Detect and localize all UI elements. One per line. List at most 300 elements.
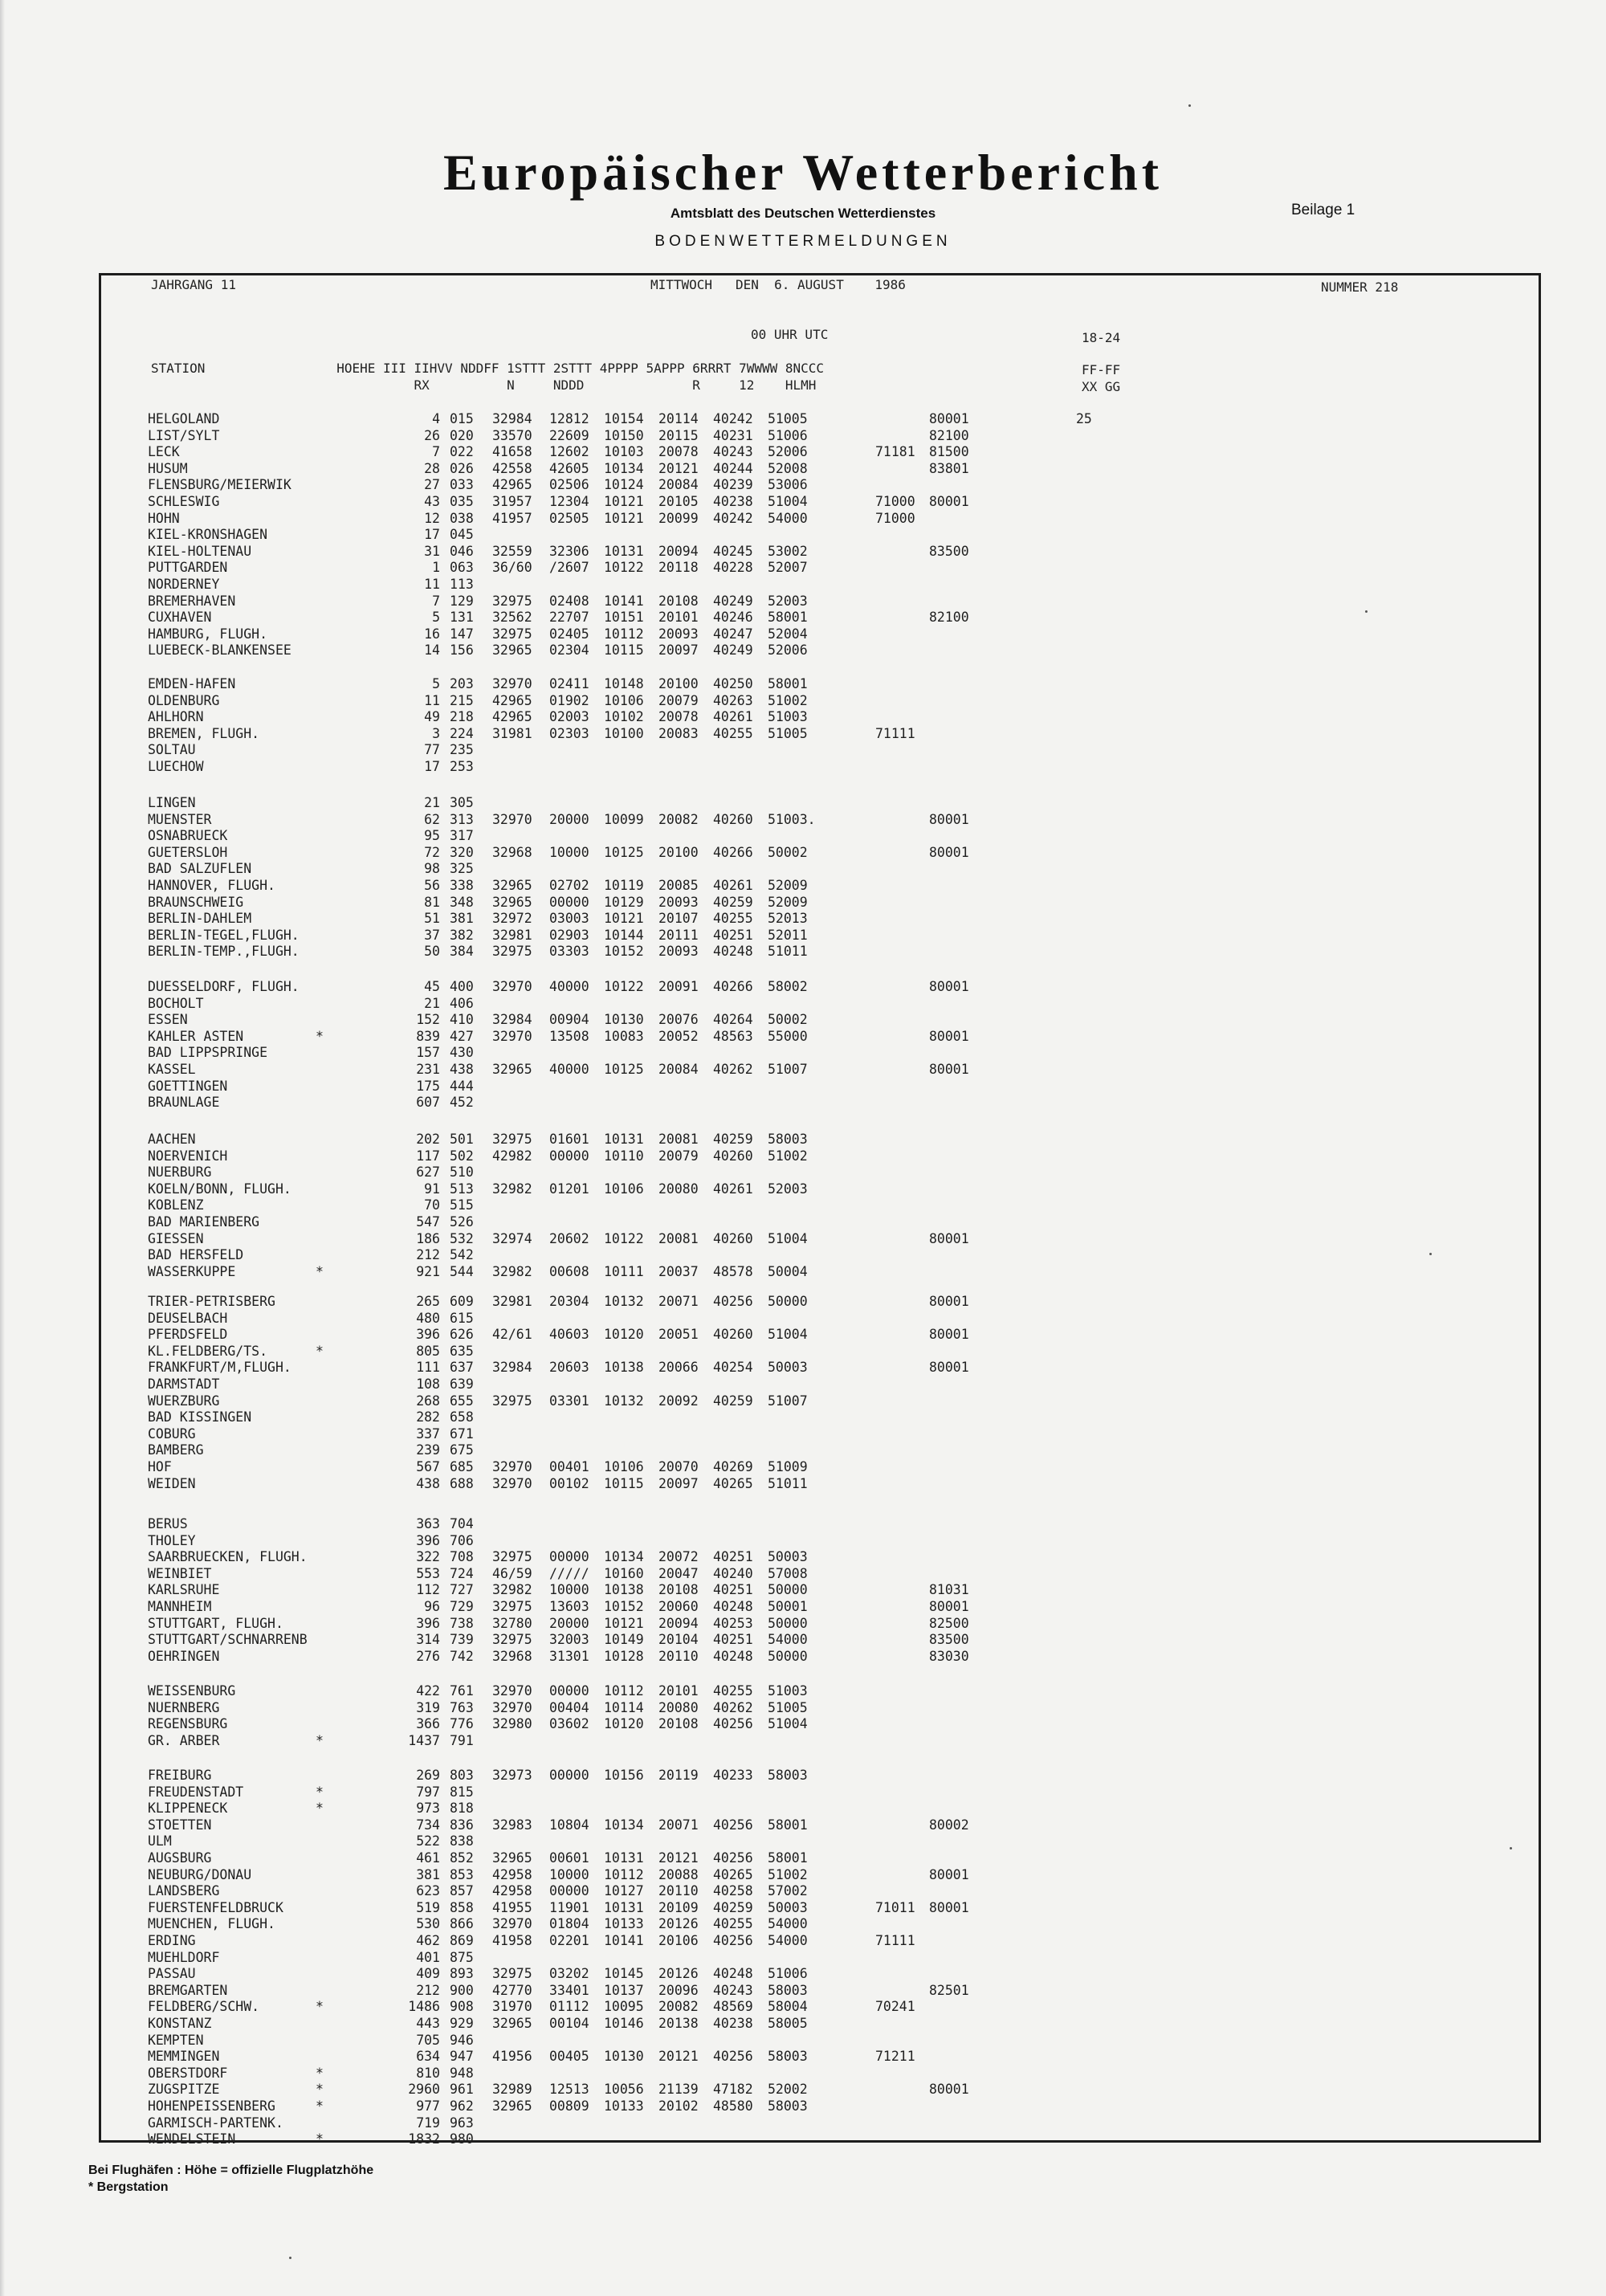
- station-name: STUTTGART/SCHNARRENB: [148, 1632, 308, 1648]
- station-height: 396: [416, 1615, 440, 1631]
- code-group: 83801: [929, 460, 969, 476]
- station-index: 526: [450, 1214, 474, 1230]
- code-group: 50000: [768, 1582, 808, 1598]
- code-group: 51004: [768, 494, 808, 509]
- station-height: 705: [416, 2032, 440, 2048]
- code-group: 40249: [713, 642, 753, 659]
- code-group: 32970: [492, 811, 532, 827]
- code-group: 40238: [713, 494, 753, 509]
- time-range: 18-24: [1082, 330, 1121, 345]
- code-group: 20082: [658, 1999, 699, 2015]
- station-height: 21: [424, 995, 440, 1011]
- code-group: 40266: [713, 844, 753, 860]
- station-index: 430: [450, 1045, 474, 1061]
- code-group: 20094: [658, 543, 699, 559]
- code-group: 20070: [658, 1459, 699, 1474]
- code-group: 12602: [549, 444, 589, 460]
- column-header-line1: STATION HOEHE III IIHVV NDDFF 1STTT 2STTT 4PPPP 5APPP 6RRRT 7WWWW 8NCCC: [151, 361, 825, 376]
- code-group: 00601: [549, 1850, 589, 1866]
- code-group: 02303: [549, 725, 589, 741]
- station-name: NUERBURG: [148, 1164, 212, 1181]
- station-index: 384: [450, 944, 474, 960]
- station-height: 797: [416, 1784, 440, 1800]
- code-group: 10124: [604, 477, 644, 493]
- code-group: 20111: [658, 927, 699, 943]
- code-group: 20047: [658, 1565, 699, 1581]
- station-index: 063: [450, 560, 474, 576]
- code-group: 40260: [713, 1230, 753, 1246]
- code-group: 20092: [658, 1393, 699, 1409]
- code-group: 32975: [492, 626, 532, 642]
- code-group: 10000: [549, 1582, 589, 1598]
- code-group: 20121: [658, 460, 699, 476]
- code-group: 51011: [768, 944, 808, 960]
- station-index: 729: [450, 1599, 474, 1614]
- code-group: 50000: [768, 1648, 808, 1664]
- code-group: 40000: [549, 1062, 589, 1077]
- code-group: 10160: [604, 1565, 644, 1581]
- code-group: 10141: [604, 1933, 644, 1948]
- station-height: 530: [416, 1916, 440, 1932]
- station-height: 11: [424, 577, 440, 592]
- code-group: 50000: [768, 1294, 808, 1309]
- code-group: /2607: [549, 560, 589, 576]
- code-group: 32562: [492, 610, 532, 626]
- code-group: 20121: [658, 1850, 699, 1866]
- station-index: 671: [450, 1425, 474, 1442]
- mountain-marker: *: [316, 2065, 324, 2081]
- code-group: 41956: [492, 2049, 532, 2065]
- station-index: 963: [450, 2115, 474, 2131]
- station-index: 320: [450, 844, 474, 860]
- station-name: EMDEN-HAFEN: [148, 676, 236, 691]
- mountain-marker: *: [316, 2098, 324, 2114]
- station-height: 627: [416, 1164, 440, 1181]
- code-group: 82100: [929, 427, 969, 443]
- code-group: 41957: [492, 510, 532, 526]
- code-group: 40261: [713, 878, 753, 893]
- code-group: 31981: [492, 725, 532, 741]
- column-header-line2: RX N NDDD R 12 HLMH: [151, 377, 817, 393]
- station-index: 853: [450, 1866, 474, 1882]
- code-group: 40251: [713, 927, 753, 943]
- code-group: 42965: [492, 692, 532, 708]
- code-group: 40248: [713, 1648, 753, 1664]
- code-group: 32559: [492, 543, 532, 559]
- code-group: 40255: [713, 725, 753, 741]
- code-group: 40255: [713, 911, 753, 927]
- page-title: Europäischer Wetterbericht: [442, 144, 1164, 201]
- code-group: 50000: [768, 1615, 808, 1631]
- code-group: 42558: [492, 460, 532, 476]
- station-height: 805: [416, 1343, 440, 1359]
- code-group: 10056: [604, 2082, 644, 2098]
- code-group: 21139: [658, 2082, 699, 2098]
- station-height: 422: [416, 1683, 440, 1699]
- code-group: 80001: [929, 844, 969, 860]
- code-group: 10000: [549, 1866, 589, 1882]
- code-group: 03303: [549, 944, 589, 960]
- code-group: 12812: [549, 411, 589, 426]
- code-group: 54000: [768, 1632, 808, 1648]
- station-index: 045: [450, 527, 474, 543]
- code-group: 12513: [549, 2082, 589, 2098]
- station-name: FREIBURG: [148, 1768, 212, 1783]
- code-group: 10152: [604, 944, 644, 960]
- code-group: 20108: [658, 593, 699, 609]
- code-group: 51004: [768, 1230, 808, 1246]
- code-group: 20078: [658, 444, 699, 460]
- code-group: 20093: [658, 944, 699, 960]
- station-name: BREMGARTEN: [148, 1982, 228, 1998]
- station-height: 117: [416, 1148, 440, 1164]
- code-group: 10130: [604, 2049, 644, 2065]
- code-group: 50003: [768, 1549, 808, 1565]
- station-name: ULM: [148, 1833, 172, 1849]
- code-group: 40266: [713, 979, 753, 994]
- code-group: 10121: [604, 510, 644, 526]
- station-name: NEUBURG/DONAU: [148, 1866, 252, 1882]
- station-name: FREUDENSTADT: [148, 1784, 244, 1800]
- mountain-marker: *: [316, 1343, 324, 1359]
- station-index: 444: [450, 1078, 474, 1094]
- code-group: 10131: [604, 1850, 644, 1866]
- station-height: 396: [416, 1532, 440, 1548]
- mountain-marker: *: [316, 1732, 324, 1748]
- station-height: 202: [416, 1132, 440, 1147]
- code-group: 32982: [492, 1181, 532, 1197]
- code-group: 31970: [492, 1999, 532, 2015]
- code-group: 51002: [768, 692, 808, 708]
- report-frame: [99, 273, 1541, 2143]
- scan-speck: [1429, 1253, 1432, 1255]
- code-group: 41958: [492, 1933, 532, 1948]
- station-height: 96: [424, 1599, 440, 1614]
- code-group: 51004: [768, 1327, 808, 1343]
- code-group: 20080: [658, 1181, 699, 1197]
- code-group: 10804: [549, 1817, 589, 1833]
- station-index: 218: [450, 709, 474, 725]
- station-name: ERDING: [148, 1933, 196, 1948]
- code-group: 10122: [604, 979, 644, 994]
- code-group: 32975: [492, 944, 532, 960]
- code-group: 02702: [549, 878, 589, 893]
- footnote-airport-height: Bei Flughäfen : Höhe = offizielle Flugplatzhöhe: [88, 2163, 374, 2177]
- station-index: 609: [450, 1294, 474, 1309]
- station-height: 5: [432, 676, 440, 691]
- station-index: 253: [450, 759, 474, 774]
- code-group: 10112: [604, 1866, 644, 1882]
- station-height: 77: [424, 742, 440, 758]
- station-height: 977: [416, 2098, 440, 2114]
- station-name: FELDBERG/SCHW.: [148, 1999, 260, 2015]
- code-group: 40259: [713, 1132, 753, 1147]
- station-name: FRANKFURT/M,FLUGH.: [148, 1360, 291, 1376]
- code-group: 10133: [604, 2098, 644, 2114]
- code-group: 32965: [492, 2098, 532, 2114]
- code-group: 41955: [492, 1899, 532, 1915]
- code-group: 10115: [604, 1475, 644, 1491]
- station-name: FLENSBURG/MEIERWIK: [148, 477, 291, 493]
- code-group: 20096: [658, 1982, 699, 1998]
- station-name: GR. ARBER: [148, 1732, 220, 1748]
- mountain-marker: *: [316, 2131, 324, 2147]
- code-group: 52003: [768, 593, 808, 609]
- code-group: 20076: [658, 1012, 699, 1028]
- code-group: 40248: [713, 1599, 753, 1614]
- code-group: 41658: [492, 444, 532, 460]
- code-group: 40260: [713, 811, 753, 827]
- station-name: SOLTAU: [148, 742, 196, 758]
- code-group: 40261: [713, 709, 753, 725]
- station-name: BRAUNSCHWEIG: [148, 894, 244, 910]
- code-group: 20000: [549, 811, 589, 827]
- mountain-marker: *: [316, 2082, 324, 2098]
- station-height: 49: [424, 709, 440, 725]
- station-index: 406: [450, 995, 474, 1011]
- station-index: 515: [450, 1197, 474, 1213]
- code-group: 03602: [549, 1716, 589, 1732]
- station-height: 152: [416, 1012, 440, 1028]
- code-group: 32965: [492, 642, 532, 659]
- code-group: 10148: [604, 676, 644, 691]
- code-group: 10144: [604, 927, 644, 943]
- station-index: 704: [450, 1516, 474, 1531]
- station-index: 224: [450, 725, 474, 741]
- station-name: WASSERKUPPE: [148, 1263, 236, 1279]
- station-height: 268: [416, 1393, 440, 1409]
- station-index: 438: [450, 1062, 474, 1077]
- code-group: 10129: [604, 894, 644, 910]
- station-height: 401: [416, 1949, 440, 1965]
- code-group: 40269: [713, 1459, 753, 1474]
- code-group: 51007: [768, 1393, 808, 1409]
- station-name: AHLHORN: [148, 709, 204, 725]
- code-group: 32973: [492, 1768, 532, 1783]
- column-header-gust: FF-FF: [1082, 362, 1121, 377]
- code-group: 58003: [768, 1982, 808, 1998]
- code-group: 51002: [768, 1866, 808, 1882]
- code-group: 20097: [658, 1475, 699, 1491]
- code-group: 20126: [658, 1966, 699, 1982]
- station-index: 738: [450, 1615, 474, 1631]
- code-group: 02903: [549, 927, 589, 943]
- code-group: 40251: [713, 1549, 753, 1565]
- code-group: 32003: [549, 1632, 589, 1648]
- code-group: 10134: [604, 1549, 644, 1565]
- code-group: 20100: [658, 844, 699, 860]
- station-index: 908: [450, 1999, 474, 2015]
- code-group: 32970: [492, 1459, 532, 1474]
- station-index: 948: [450, 2065, 474, 2081]
- station-height: 1486: [408, 1999, 440, 2015]
- code-group: 40256: [713, 1716, 753, 1732]
- issue-number: NUMMER 218: [1321, 279, 1399, 295]
- code-group: 10128: [604, 1648, 644, 1664]
- station-index: 452: [450, 1095, 474, 1111]
- code-group: 32974: [492, 1230, 532, 1246]
- code-group: 20071: [658, 1817, 699, 1833]
- station-index: 510: [450, 1164, 474, 1181]
- station-name: BREMEN, FLUGH.: [148, 725, 260, 741]
- code-group: 80001: [929, 811, 969, 827]
- code-group: 20102: [658, 2098, 699, 2114]
- code-group: 40238: [713, 2016, 753, 2031]
- footnote-mountain-station: * Bergstation: [88, 2180, 169, 2194]
- station-height: 12: [424, 510, 440, 526]
- code-group: 20115: [658, 427, 699, 443]
- station-height: 443: [416, 2016, 440, 2031]
- station-index: 803: [450, 1768, 474, 1783]
- code-group: 20109: [658, 1899, 699, 1915]
- station-name: KAHLER ASTEN: [148, 1028, 244, 1044]
- code-group: 40251: [713, 1632, 753, 1648]
- station-height: 43: [424, 494, 440, 509]
- code-group: 20079: [658, 1148, 699, 1164]
- code-group: 10106: [604, 692, 644, 708]
- station-height: 322: [416, 1549, 440, 1565]
- code-group: 20602: [549, 1230, 589, 1246]
- code-group: 32975: [492, 1132, 532, 1147]
- code-group: 32970: [492, 1916, 532, 1932]
- station-index: 929: [450, 2016, 474, 2031]
- station-name: WEIDEN: [148, 1475, 196, 1491]
- station-name: AACHEN: [148, 1132, 196, 1147]
- code-group: 71181: [875, 444, 915, 460]
- code-group: 10131: [604, 1899, 644, 1915]
- code-group: 20072: [658, 1549, 699, 1565]
- station-index: 639: [450, 1376, 474, 1392]
- code-group: 32975: [492, 1599, 532, 1614]
- station-index: 961: [450, 2082, 474, 2098]
- station-index: 858: [450, 1899, 474, 1915]
- code-group: 51005: [768, 725, 808, 741]
- code-group: 50001: [768, 1599, 808, 1614]
- station-index: 761: [450, 1683, 474, 1699]
- code-group: 71111: [875, 1933, 915, 1948]
- code-group: 20037: [658, 1263, 699, 1279]
- station-index: 869: [450, 1933, 474, 1948]
- code-group: 10100: [604, 725, 644, 741]
- station-name: BREMERHAVEN: [148, 593, 236, 609]
- station-index: 513: [450, 1181, 474, 1197]
- station-name: HAMBURG, FLUGH.: [148, 626, 268, 642]
- station-height: 438: [416, 1475, 440, 1491]
- code-group: 51009: [768, 1459, 808, 1474]
- code-group: 58003: [768, 2098, 808, 2114]
- station-index: 675: [450, 1442, 474, 1458]
- station-index: 685: [450, 1459, 474, 1474]
- station-height: 921: [416, 1263, 440, 1279]
- code-group: 54000: [768, 1933, 808, 1948]
- code-group: 01804: [549, 1916, 589, 1932]
- code-group: 32968: [492, 1648, 532, 1664]
- code-group: 03202: [549, 1966, 589, 1982]
- code-group: 50004: [768, 1263, 808, 1279]
- code-group: 80001: [929, 411, 969, 426]
- station-name: BERLIN-TEGEL,FLUGH.: [148, 927, 300, 943]
- station-name: BERLIN-TEMP.,FLUGH.: [148, 944, 300, 960]
- station-index: 776: [450, 1716, 474, 1732]
- station-index: 026: [450, 460, 474, 476]
- code-group: 00809: [549, 2098, 589, 2114]
- code-group: 20097: [658, 642, 699, 659]
- station-index: 727: [450, 1582, 474, 1598]
- mountain-marker: *: [316, 1784, 324, 1800]
- code-group: 40244: [713, 460, 753, 476]
- station-name: BAMBERG: [148, 1442, 204, 1458]
- code-group: 42965: [492, 709, 532, 725]
- station-index: 962: [450, 2098, 474, 2114]
- station-height: 95: [424, 828, 440, 844]
- code-group: 10095: [604, 1999, 644, 2015]
- code-group: 10130: [604, 1012, 644, 1028]
- station-name: NORDERNEY: [148, 577, 220, 592]
- code-group: 32983: [492, 1817, 532, 1833]
- station-name: COBURG: [148, 1425, 196, 1442]
- code-group: 40242: [713, 510, 753, 526]
- station-index: 035: [450, 494, 474, 509]
- code-group: 20093: [658, 894, 699, 910]
- station-index: 742: [450, 1648, 474, 1664]
- station-height: 7: [432, 593, 440, 609]
- code-group: 82501: [929, 1982, 969, 1998]
- station-name: SCHLESWIG: [148, 494, 220, 509]
- station-index: 015: [450, 411, 474, 426]
- code-group: 10134: [604, 1817, 644, 1833]
- station-name: HOF: [148, 1459, 172, 1474]
- station-index: 724: [450, 1565, 474, 1581]
- code-group: 40248: [713, 1966, 753, 1982]
- code-group: 50003: [768, 1360, 808, 1376]
- code-group: /////: [549, 1565, 589, 1581]
- code-group: 51003.: [768, 811, 816, 827]
- code-group: 52006: [768, 444, 808, 460]
- code-group: 40259: [713, 1899, 753, 1915]
- station-height: 157: [416, 1045, 440, 1061]
- station-index: 852: [450, 1850, 474, 1866]
- code-group: 10125: [604, 1062, 644, 1077]
- code-group: 10000: [549, 844, 589, 860]
- station-index: 708: [450, 1549, 474, 1565]
- code-group: 20071: [658, 1294, 699, 1309]
- code-group: 20081: [658, 1132, 699, 1147]
- code-group: 32306: [549, 543, 589, 559]
- code-group: 13603: [549, 1599, 589, 1614]
- code-group: 31957: [492, 494, 532, 509]
- code-group: 81031: [929, 1582, 969, 1598]
- code-group: 32970: [492, 1028, 532, 1044]
- code-group: 32989: [492, 2082, 532, 2098]
- code-group: 10120: [604, 1716, 644, 1732]
- code-group: 32970: [492, 979, 532, 994]
- code-group: 10127: [604, 1883, 644, 1899]
- station-height: 21: [424, 795, 440, 810]
- station-name: WEINBIET: [148, 1565, 212, 1581]
- code-group: 10102: [604, 709, 644, 725]
- station-name: SAARBRUECKEN, FLUGH.: [148, 1549, 308, 1565]
- code-group: 00401: [549, 1459, 589, 1474]
- code-group: 20304: [549, 1294, 589, 1309]
- code-group: 20105: [658, 494, 699, 509]
- station-index: 893: [450, 1966, 474, 1982]
- station-index: 658: [450, 1409, 474, 1425]
- station-name: MUEHLDORF: [148, 1949, 220, 1965]
- code-group: 01902: [549, 692, 589, 708]
- station-name: KLIPPENECK: [148, 1801, 228, 1817]
- code-group: 10122: [604, 560, 644, 576]
- code-group: 58004: [768, 1999, 808, 2015]
